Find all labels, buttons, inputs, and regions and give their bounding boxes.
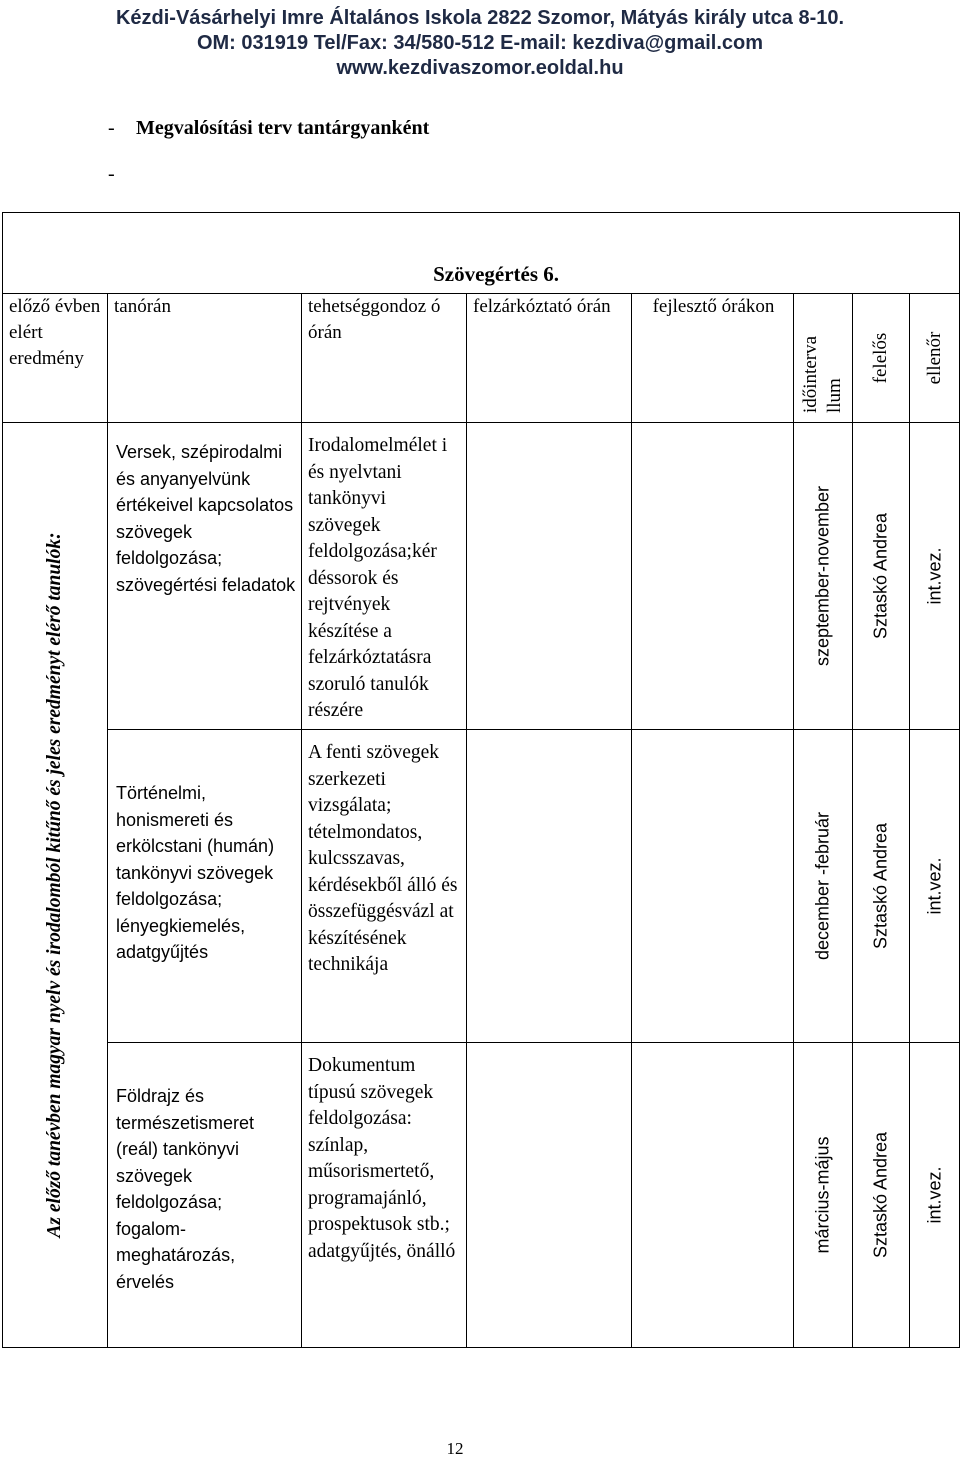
col-header-responsible: felelős	[853, 294, 910, 423]
col-header-lesson: tanórán	[108, 294, 302, 423]
catchup-cell	[467, 423, 632, 730]
table-row	[3, 730, 960, 1043]
period-cell: december -február	[794, 730, 853, 1043]
plan-table	[2, 212, 960, 1348]
catchup-cell	[467, 1043, 632, 1348]
table-row	[3, 1043, 960, 1348]
col-header-catchup: felzárkóztató órán	[467, 294, 632, 423]
bullet-heading	[108, 117, 429, 140]
development-cell	[632, 730, 794, 1043]
school-contact-line: OM: 031919 Tel/Fax: 34/580-512 E-mail: kezdiva@gmail.com	[196, 32, 764, 54]
talent-cell: Irodalomelmélet i és nyelvtani tankönyvi szövegek feldolgozása;kér déssorok és rejtvények készítése a felzárkóztatásra szoruló tanulók részére	[302, 423, 467, 730]
col-header-development: fejlesztő órákon	[632, 294, 794, 423]
table-row	[3, 423, 960, 730]
talent-cell: Dokumentum típusú szövegek feldolgozása: színlap, műsorismertető, programajánló, prospektusok stb.; adatgyűjtés, önálló	[302, 1043, 467, 1348]
bullet-heading-text: Megvalósítási terv tantárgyanként	[136, 117, 430, 139]
catchup-cell	[467, 730, 632, 1043]
col-header-controller: ellenőr	[910, 294, 960, 423]
period-cell: szeptember-november	[794, 423, 853, 730]
bullet-empty	[108, 163, 136, 186]
col-header-talent: tehetséggondoz ó órán	[302, 294, 467, 423]
period-cell: március-május	[794, 1043, 853, 1348]
school-name-line: Kézdi-Vásárhelyi Imre Általános Iskola 2822 Szomor, Mátyás király utca 8-10.	[115, 7, 845, 29]
table-header-row	[3, 294, 960, 423]
row-label-cell	[3, 423, 108, 1348]
controller-cell: int.vez.	[910, 1043, 960, 1348]
responsible-cell: Sztaskó Andrea	[853, 730, 910, 1043]
development-cell	[632, 423, 794, 730]
controller-cell: int.vez.	[910, 423, 960, 730]
table-title-cell	[3, 213, 960, 294]
talent-cell: A fenti szövegek szerkezeti vizsgálata; tételmondatos, kulcsszavas, kérdésekből álló és összefüggésvázl at készítésének technikája	[302, 730, 467, 1043]
lesson-cell: Versek, szépirodalmi és anyanyelvünk értékeivel kapcsolatos szövegek feldolgozása; szövegértési feladatok	[108, 423, 302, 730]
page-number: 12	[446, 1439, 464, 1458]
col-header-previous-result: előző évben elért eredmény	[3, 294, 108, 423]
school-website-line: www.kezdivaszomor.eoldal.hu	[336, 57, 624, 79]
bullet-dash-empty: -	[108, 163, 115, 185]
bullet-dash: -	[108, 117, 115, 139]
table-title: Szövegértés 6.	[433, 262, 560, 286]
row-label: Az előző tanévben magyar nyelv és irodalomból kitűnő és jeles eredményt elérő tanulók:	[44, 532, 65, 1238]
controller-cell: int.vez.	[910, 730, 960, 1043]
lesson-cell: Történelmi, honismereti és erkölcstani (humán) tankönyvi szövegek feldolgozása; lényegkiemelés, adatgyűjtés	[108, 730, 302, 1043]
lesson-cell: Földrajz és természetismeret (reál) tankönyvi szövegek feldolgozása; fogalom-meghatározás, érvelés	[108, 1043, 302, 1348]
responsible-cell: Sztaskó Andrea	[853, 423, 910, 730]
col-header-period: időinterva llum	[794, 294, 853, 423]
development-cell	[632, 1043, 794, 1348]
responsible-cell: Sztaskó Andrea	[853, 1043, 910, 1348]
